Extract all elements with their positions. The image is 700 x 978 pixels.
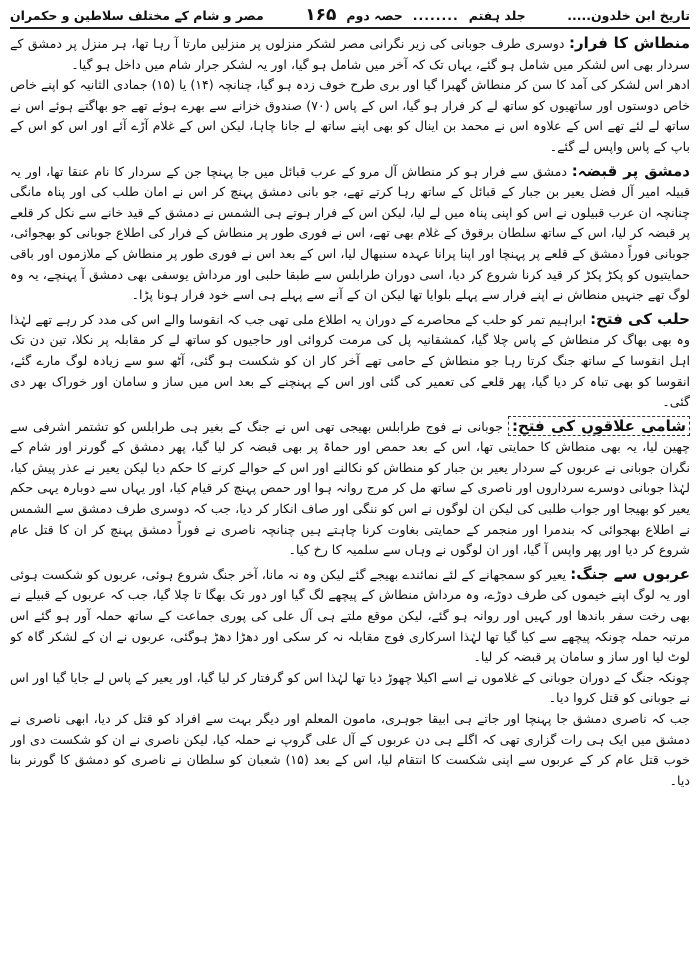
section-heading: حلب کی فتح: <box>590 309 690 328</box>
paragraph-text: دمشق سے فرار ہو کر منطاش آل مرو کے عرب قبائل میں جا پہنچا جن کے سردار کا نام عنقا تھا، اور یہ قبیلہ امیر آل فضل یعیر بن جبار کے قبائل کے ساتھ رہا کرتے تھے، جو بانی دمشق پہنچ کر اس نے امان طلب کی اور پناہ مانگی چنانچہ ان عرب قبیلوں نے اس کو اپنی پناہ میں لے لیا، لیکن اس کے فرار ہوتے ہی الشمس نے دمشق کے قید خانے سے نکل کر قلعے پر قبضہ کر لیا، اس کے ساتھ سلطان برقوق کے غلام بھی تھے، اس نے فوری طور پر منطاش کے فرار کی اطلاع جوبانی کو بھجوائی، جوبانی فوراً دمشق کے قلعے پر پہنچا اور اپنا پرانا عہدہ سنبھال لیا، اس کے بعد اس نے فوری طور پر منطاش کے ملازموں اور باقی حمایتیوں کو پکڑ پکڑ کر قید کرنا شروع کر دیا، اسی دوران طرابلس سے طبقا حلبی اور مرداش یوسفی بھی دمشق آ پہنچے، یہ وہ لوگ تھے جنہیں منطاش نے اپنے فرار سے پہلے بلوایا تھا لیکن ان کے آنے سے پہلے ہی اسے خود فرار ہونا پڑا۔ <box>10 163 690 303</box>
paragraph-text: ابراہیم تمر کو حلب کے محاصرے کے دوران یہ اطلاع ملی تھی جب کہ انقوسا والے اس کی مدد کر رہے تھے لہٰذا وہ بھی بھاگ کر منطاش کے پاس چلا گیا، کمشقانیہ پل کی مرمت کروائی اور حاجیوں کو ساتھ لے کر مقابلہ پر نکلا، تین دن تک اہل انقوسا کے ساتھ جنگ کرتا رہا جو منطاش کے حامی تھے آخر کار ان کو شکست ہو گئی، آٹھ سو سے زیادہ لوگ مارے گئے، انقوسا کو بھی تباہ کر دیا گیا، پھر قلعے کی تعمیر کی گئی اور اس کے پہنچنے کے بعد اس میں ساز و سامان اور خوراک بھر دی گئی۔ <box>10 311 690 410</box>
paragraph <box>10 564 690 668</box>
paragraph <box>10 33 690 75</box>
paragraph <box>10 309 690 413</box>
section-heading: عربوں سے جنگ: <box>570 564 690 583</box>
section-mintash-flight <box>10 33 690 158</box>
section-syrian-regions <box>10 416 690 561</box>
paragraph: جب کہ ناصری دمشق جا پہنچا اور جاتے ہی ابیقا جوہری، مامون المعلم اور دیگر بہت سے افراد کو قتل کر دیا، ابھی ناصری نے دمشق میں ایک ہی رات گزاری تھی کہ اگلے ہی دن عربوں کے آل علی گروپ نے حملہ کیا، لیکن ناصری نے ان کو شکست دی اور خوب قتل عام کر کے عربوں سے اپنی شکست کا انتقام لیا، اس کے بعد (۱۵) شعبان کو سلطان نے ناصری کو دمشق کا گورنر بنا دیا۔ <box>10 711 690 788</box>
paragraph-text: دوسری طرف جوبانی کی زیر نگرانی مصر لشکر منزلوں پر منزلیں مارتا آ رہا تھا، ہر منزل پر دمشق کے سردار بھی اس لشکر میں شامل ہو گئے، یہاں تک کہ آخر میں شامل ہو گیا، اور یہ لشکر جرار شام میں داخل ہو گیا۔ <box>10 36 690 72</box>
section-war-with-arabs <box>10 564 690 792</box>
section-heading: شامی علاقوں کی فتح: <box>508 416 690 436</box>
paragraph: ادھر اس لشکر کی آمد کا سن کر منطاش گھبرا گیا اور بری طرح خوف زدہ ہو گیا، چنانچہ (۱۴) یا (۱۵) جمادی الثانیہ کو اپنے خاص خاص دوستوں اور ساتھیوں کو ساتھ لے کر فرار ہو گیا، اس کے پاس (۷۰) صندوق خزانے سے بھرے ہوئے تھے جو بھاگتے ہوئے اس نے ساتھ لے لئے تھے اس کے علاوہ اس نے محمد بن اینال کو بھی اپنے ساتھ لے جانا چاہا، لیکن اس کے غلام آڑے آئے اور اس کو اس کے باپ کے پاس واپس لے گئے۔ <box>10 77 690 154</box>
part-label: حصہ دوم <box>346 7 403 23</box>
paragraph-text: جوبانی نے فوج طرابلس بھیجی تھی اس نے جنگ کے بغیر ہی طرابلس کو تشتمر اشرفی سے چھین لیا، یہ بھی منطاش کا حمایتی تھا، اس کے بعد حمص اور حماۃ پر بھی قبضہ کر لیا گیا، پھر دمشق کے گورنر اور شام کے نگران جوبانی نے عربوں کے سردار یعیر بن جبار کو منطاش کو نکالنے اور اس کے حوالے کرنے کا حکم دیا لیکن یعیر نے عذر پیش کیا، لہٰذا جوبانی دوسرے سرداروں اور ناصری کے ساتھ مل کر مرج روانہ ہوا اور حمص پہنچ کر قیام کیا، اور یہاں سے دوبارہ یہی حکم یعیر کو بھیجا اور جواب طلبی کی لیکن ان لوگوں نے اس کو ننگی اور صاف انکار کر دیا، جب کہ دوسری طرف دمشق سے الشمس نے اطلاع بھجوائی کہ بندمرا اور منجمر کے حمایتی بغاوت کرنا چاہتے ہیں چنانچہ ناصری نے فوراً دمشق پہنچ کر ان کا قتل عام شروع کر دیا اور پھر واپس آ گیا، اور ان لوگوں نے وہاں سے سلمیہ کا رخ کیا۔ <box>10 418 690 558</box>
section-heading: منطاش کا فرار: <box>568 34 690 52</box>
running-header <box>10 4 690 26</box>
section-damascus-capture <box>10 161 690 306</box>
paragraph <box>10 161 690 306</box>
book-title: تاریخ ابن خلدون..... <box>567 7 690 23</box>
page-number: ۱۶۵ <box>305 5 337 25</box>
chapter-title: مصر و شام کے مختلف سلاطین و حکمران <box>10 7 264 23</box>
paragraph-text: یعیر کو سمجھانے کے لئے نمائندے بھیجے گئے لیکن وہ نہ مانا، آخر جنگ شروع ہوئی، عربوں کو شکست ہوئی اور یہ لوگ اپنے خیموں کی طرف دوڑے، وہ مرداش منطاش کے پیچھے لگ گیا اور دور تک بھگا تا چلا گیا، جب کہ عربوں کے قبیلے نے بھی رخت سفر باندھا اور کہیں اور روانہ ہو گئے، لیکن موقع ملتے ہی آل علی کی پوری جماعت کے ساتھ حملہ آور ہو گئے اس مرتبہ حملہ چونکہ پیچھے سے کیا گیا تھا لہٰذا اسرکاری فوج مقابلہ نہ کر سکی اور دھڑا دھڑ ہوگئی، عربوں نے ان کے لشکر گاہ کو لوٹ لیا اور ساز و سامان پر قبضہ کر لیا۔ <box>10 566 690 665</box>
header-center: جلد ہفتم ........ حصہ دوم ۱۶۵ <box>305 5 526 25</box>
paragraph: چونکہ جنگ کے دوران جوبانی کے غلاموں نے اسے اکیلا چھوڑ دیا تھا لہٰذا اس کو گرفتار کر لیا گیا، اور یعیر کے پاس لے جایا گیا اور اس نے جوبانی کو قتل کروا دیا۔ <box>10 669 690 706</box>
section-aleppo-victory <box>10 309 690 413</box>
header-divider <box>10 27 690 29</box>
page <box>10 4 690 970</box>
paragraph <box>10 416 690 561</box>
section-heading: دمشق پر قبضہ: <box>571 161 690 180</box>
volume-label: جلد ہفتم <box>468 7 526 23</box>
